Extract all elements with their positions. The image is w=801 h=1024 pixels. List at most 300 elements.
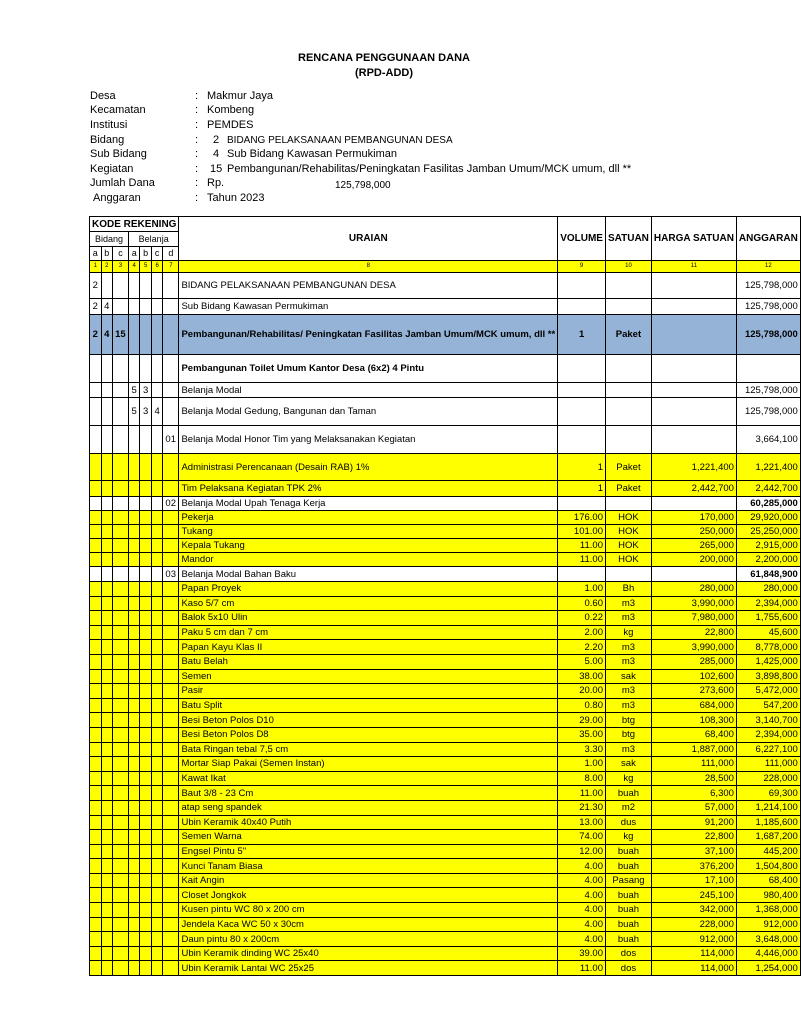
cell-bidang-c [112,299,128,315]
cell-anggaran: 1,221,400 [736,454,800,481]
cell-bidang-c [112,800,128,815]
table-row [90,355,801,383]
cell-volume: 101.00 [558,525,606,539]
cell-belanja-a [128,553,140,567]
cell-volume: 5.00 [558,654,606,669]
cell-bidang-b [101,596,112,611]
table-row [90,932,801,947]
cell-belanja-a [128,786,140,801]
table-row [90,742,801,757]
cell-belanja-b: 3 [140,383,151,398]
cell-anggaran: 2,200,000 [736,553,800,567]
info-code: 15 [210,163,223,175]
cell-uraian: Papan Kayu Klas II [179,640,558,655]
info-label: Anggaran [93,192,141,204]
info-colon: : [195,104,199,116]
cell-volume: 2.20 [558,640,606,655]
cell-belanja-d [163,742,179,757]
cell-belanja-c [151,315,163,355]
column-index-cell: 7 [163,261,179,273]
cell-uraian: Batu Belah [179,654,558,669]
cell-belanja-b [140,625,151,640]
cell-uraian: Bata Ringan tebal 7,5 cm [179,742,558,757]
cell-belanja-a [128,800,140,815]
cell-belanja-c [151,888,163,903]
cell-harga-satuan: 68,400 [651,727,736,742]
cell-satuan: buah [605,903,651,918]
cell-uraian: Engsel Pintu 5" [179,844,558,859]
table-row [90,625,801,640]
cell-satuan: m3 [605,640,651,655]
cell-satuan [605,426,651,454]
cell-anggaran: 3,140,700 [736,713,800,728]
cell-harga-satuan: 3,990,000 [651,596,736,611]
cell-bidang-a [90,640,102,655]
cell-belanja-d [163,596,179,611]
cell-bidang-a [90,844,102,859]
info-colon: : [195,192,199,204]
cell-volume: 29.00 [558,713,606,728]
cell-belanja-b [140,669,151,684]
cell-satuan: Pasang [605,873,651,888]
cell-belanja-c [151,713,163,728]
cell-harga-satuan: 3,990,000 [651,640,736,655]
cell-satuan: m3 [605,654,651,669]
cell-bidang-c [112,669,128,684]
cell-volume [558,273,606,299]
cell-bidang-a [90,454,102,481]
info-value: Makmur Jaya [207,90,274,102]
info-colon: : [195,119,199,131]
cell-belanja-b [140,815,151,830]
cell-harga-satuan: 7,980,000 [651,611,736,626]
cell-belanja-b [140,698,151,713]
cell-belanja-c [151,553,163,567]
cell-belanja-d [163,946,179,961]
cell-bidang-a [90,727,102,742]
cell-bidang-c [112,398,128,426]
cell-anggaran: 1,185,600 [736,815,800,830]
info-colon: : [195,177,199,189]
cell-bidang-b [101,625,112,640]
cell-satuan [605,567,651,582]
cell-bidang-b [101,903,112,918]
cell-volume: 13.00 [558,815,606,830]
cell-belanja-d: 02 [163,497,179,511]
cell-belanja-d [163,553,179,567]
cell-belanja-d [163,800,179,815]
cell-harga-satuan: 684,000 [651,698,736,713]
cell-volume: 35.00 [558,727,606,742]
cell-satuan: buah [605,888,651,903]
cell-satuan: m2 [605,800,651,815]
cell-uraian: Daun pintu 80 x 200cm [179,932,558,947]
cell-belanja-c [151,786,163,801]
cell-bidang-c [112,727,128,742]
cell-belanja-a [128,299,140,315]
column-index-cell: 10 [605,261,651,273]
cell-belanja-c [151,946,163,961]
cell-bidang-b [101,713,112,728]
cell-bidang-a [90,398,102,426]
cell-belanja-a [128,873,140,888]
info-value: Tahun 2023 [207,192,265,204]
cell-anggaran: 45,600 [736,625,800,640]
cell-uraian: Pembangunan Toilet Umum Kantor Desa (6x2) 4 Pintu [179,355,558,383]
cell-belanja-d [163,315,179,355]
header-sub-letter: b [101,247,112,261]
rpd-table [89,216,801,976]
cell-belanja-d [163,539,179,553]
cell-bidang-c [112,903,128,918]
cell-bidang-c [112,786,128,801]
cell-uraian: Kunci Tanam Biasa [179,859,558,874]
cell-bidang-c [112,684,128,699]
cell-harga-satuan: 1,221,400 [651,454,736,481]
cell-harga-satuan: 108,300 [651,713,736,728]
cell-volume [558,398,606,426]
cell-bidang-c [112,567,128,582]
column-index-cell: 1 [90,261,102,273]
table-row [90,315,801,355]
cell-bidang-c [112,932,128,947]
cell-belanja-a [128,917,140,932]
cell-uraian: Pekerja [179,511,558,525]
info-value: 125,798,000 [335,180,391,191]
cell-bidang-a [90,888,102,903]
cell-bidang-b [101,800,112,815]
cell-bidang-a [90,567,102,582]
cell-harga-satuan: 280,000 [651,582,736,597]
table-header [90,217,801,273]
cell-bidang-c [112,654,128,669]
cell-belanja-c [151,511,163,525]
cell-belanja-b [140,888,151,903]
info-code: 4 [213,148,220,160]
table-row [90,917,801,932]
cell-harga-satuan: 342,000 [651,903,736,918]
cell-belanja-d [163,582,179,597]
cell-bidang-c [112,511,128,525]
cell-belanja-c [151,757,163,772]
cell-bidang-c [112,596,128,611]
cell-harga-satuan: 57,000 [651,800,736,815]
cell-uraian: Semen [179,669,558,684]
table-row [90,596,801,611]
info-colon: : [195,148,199,160]
cell-belanja-b [140,481,151,497]
cell-belanja-b [140,525,151,539]
cell-satuan: buah [605,786,651,801]
cell-uraian: Kusen pintu WC 80 x 200 cm [179,903,558,918]
cell-bidang-c: 15 [112,315,128,355]
cell-bidang-a [90,903,102,918]
cell-bidang-c [112,742,128,757]
cell-satuan: Paket [605,454,651,481]
cell-bidang-b [101,961,112,976]
cell-uraian: Belanja Modal Bahan Baku [179,567,558,582]
cell-belanja-b [140,932,151,947]
cell-bidang-b [101,654,112,669]
cell-belanja-d [163,771,179,786]
column-index-cell: 11 [651,261,736,273]
cell-belanja-c [151,961,163,976]
cell-uraian: Jendela Kaca WC 50 x 30cm [179,917,558,932]
cell-bidang-c [112,625,128,640]
table-row [90,727,801,742]
cell-belanja-d [163,684,179,699]
cell-belanja-c [151,698,163,713]
cell-belanja-c [151,859,163,874]
table-row [90,539,801,553]
cell-belanja-a [128,611,140,626]
cell-anggaran: 69,300 [736,786,800,801]
cell-bidang-b [101,771,112,786]
table-row [90,582,801,597]
cell-harga-satuan: 376,200 [651,859,736,874]
cell-harga-satuan [651,567,736,582]
cell-anggaran: 280,000 [736,582,800,597]
cell-bidang-a [90,800,102,815]
table-row [90,684,801,699]
cell-bidang-b [101,383,112,398]
cell-bidang-a [90,553,102,567]
cell-belanja-a [128,713,140,728]
cell-bidang-a [90,698,102,713]
cell-uraian: Baut 3/8 - 23 Cm [179,786,558,801]
cell-belanja-b [140,757,151,772]
cell-satuan: buah [605,917,651,932]
cell-uraian: Besi Beton Polos D8 [179,727,558,742]
cell-bidang-a [90,596,102,611]
cell-bidang-b [101,567,112,582]
cell-anggaran: 125,798,000 [736,383,800,398]
cell-bidang-b [101,757,112,772]
cell-harga-satuan: 1,887,000 [651,742,736,757]
cell-satuan [605,273,651,299]
cell-belanja-a [128,654,140,669]
cell-anggaran: 912,000 [736,917,800,932]
cell-anggaran: 547,200 [736,698,800,713]
cell-bidang-a [90,611,102,626]
cell-bidang-a [90,669,102,684]
cell-satuan: Paket [605,481,651,497]
document-subtitle: (RPD-ADD) [354,67,414,79]
cell-satuan: btg [605,713,651,728]
cell-belanja-d [163,481,179,497]
cell-belanja-d [163,859,179,874]
cell-anggaran: 60,285,000 [736,497,800,511]
cell-belanja-b [140,917,151,932]
cell-belanja-b [140,273,151,299]
cell-harga-satuan: 17,100 [651,873,736,888]
cell-bidang-b [101,640,112,655]
cell-anggaran: 445,200 [736,844,800,859]
cell-anggaran: 2,442,700 [736,481,800,497]
cell-satuan: m3 [605,742,651,757]
cell-bidang-b [101,511,112,525]
cell-uraian: Ubin Keramik Lantai WC 25x25 [179,961,558,976]
cell-belanja-d [163,873,179,888]
cell-belanja-b [140,946,151,961]
cell-anggaran: 111,000 [736,757,800,772]
cell-volume: 11.00 [558,786,606,801]
cell-belanja-c [151,903,163,918]
cell-belanja-d [163,611,179,626]
cell-harga-satuan: 245,100 [651,888,736,903]
table-row [90,786,801,801]
cell-volume: 3.30 [558,742,606,757]
cell-belanja-c [151,539,163,553]
table-row [90,815,801,830]
cell-belanja-c [151,299,163,315]
table-row [90,873,801,888]
cell-bidang-a [90,830,102,845]
header-sub-letter: a [128,247,140,261]
cell-anggaran: 125,798,000 [736,273,800,299]
cell-belanja-d [163,299,179,315]
table-row [90,525,801,539]
cell-bidang-b [101,917,112,932]
cell-bidang-c [112,830,128,845]
cell-satuan: dus [605,815,651,830]
cell-bidang-c [112,917,128,932]
cell-anggaran: 5,472,000 [736,684,800,699]
cell-bidang-a [90,497,102,511]
cell-satuan: sak [605,669,651,684]
cell-uraian: Balok 5x10 Ulin [179,611,558,626]
cell-uraian: Semen Warna [179,830,558,845]
cell-uraian: Kaso 5/7 cm [179,596,558,611]
cell-belanja-a [128,684,140,699]
cell-satuan: m3 [605,698,651,713]
cell-bidang-c [112,873,128,888]
table-row [90,273,801,299]
cell-bidang-b [101,742,112,757]
cell-volume: 11.00 [558,961,606,976]
cell-belanja-c [151,567,163,582]
cell-belanja-a [128,640,140,655]
table-row [90,497,801,511]
cell-anggaran: 1,368,000 [736,903,800,918]
cell-belanja-c [151,830,163,845]
cell-harga-satuan: 6,300 [651,786,736,801]
cell-volume: 8.00 [558,771,606,786]
cell-harga-satuan: 200,000 [651,553,736,567]
cell-belanja-b [140,830,151,845]
table-row [90,511,801,525]
cell-bidang-a [90,757,102,772]
info-label: Institusi [90,119,128,131]
cell-volume: 0.80 [558,698,606,713]
table-row [90,888,801,903]
cell-uraian: Mortar Siap Pakai (Semen Instan) [179,757,558,772]
cell-belanja-d [163,815,179,830]
cell-belanja-c [151,383,163,398]
cell-uraian: Ubin Keramik dinding WC 25x40 [179,946,558,961]
cell-belanja-d [163,961,179,976]
table-row [90,771,801,786]
cell-belanja-d [163,654,179,669]
cell-anggaran: 6,227,100 [736,742,800,757]
cell-anggaran: 125,798,000 [736,398,800,426]
cell-belanja-b [140,553,151,567]
cell-belanja-c [151,669,163,684]
cell-belanja-d: 03 [163,567,179,582]
cell-volume: 1 [558,315,606,355]
info-value: Kombeng [207,104,255,116]
cell-bidang-c [112,273,128,299]
cell-bidang-c [112,640,128,655]
table-row [90,481,801,497]
cell-belanja-a [128,742,140,757]
cell-volume: 0.60 [558,596,606,611]
cell-belanja-a [128,815,140,830]
cell-belanja-a: 5 [128,398,140,426]
cell-belanja-d [163,903,179,918]
cell-uraian: Pembangunan/Rehabilitas/ Peningkatan Fasilitas Jamban Umum/MCK umum, dll ** [179,315,558,355]
cell-satuan: Paket [605,315,651,355]
cell-volume: 1.00 [558,582,606,597]
cell-uraian: BIDANG PELAKSANAAN PEMBANGUNAN DESA [179,273,558,299]
cell-uraian: Belanja Modal Gedung, Bangunan dan Taman [179,398,558,426]
table-body [90,273,801,976]
column-index-cell: 6 [151,261,163,273]
cell-harga-satuan [651,355,736,383]
column-index-cell: 8 [179,261,558,273]
cell-belanja-c [151,273,163,299]
cell-belanja-d [163,844,179,859]
cell-volume [558,497,606,511]
cell-belanja-d [163,511,179,525]
cell-bidang-a [90,525,102,539]
cell-belanja-b [140,771,151,786]
cell-volume: 74.00 [558,830,606,845]
cell-bidang-a [90,815,102,830]
cell-bidang-b [101,454,112,481]
cell-uraian: Besi Beton Polos D10 [179,713,558,728]
cell-harga-satuan: 228,000 [651,917,736,932]
table-row [90,844,801,859]
cell-volume: 1 [558,481,606,497]
cell-belanja-d [163,830,179,845]
table-row [90,713,801,728]
cell-belanja-b [140,567,151,582]
table-row [90,383,801,398]
table-row [90,800,801,815]
cell-satuan [605,355,651,383]
cell-bidang-c [112,383,128,398]
cell-bidang-a [90,684,102,699]
cell-belanja-d [163,888,179,903]
cell-anggaran: 1,687,200 [736,830,800,845]
cell-belanja-b [140,299,151,315]
cell-belanja-c [151,481,163,497]
cell-harga-satuan [651,383,736,398]
cell-belanja-a [128,932,140,947]
cell-harga-satuan: 28,500 [651,771,736,786]
cell-volume: 4.00 [558,873,606,888]
cell-belanja-c [151,917,163,932]
cell-belanja-d [163,640,179,655]
info-label: Bidang [90,134,125,146]
cell-bidang-c [112,481,128,497]
cell-belanja-b [140,355,151,383]
cell-bidang-b [101,873,112,888]
cell-belanja-a [128,511,140,525]
cell-belanja-c [151,742,163,757]
cell-bidang-b [101,481,112,497]
